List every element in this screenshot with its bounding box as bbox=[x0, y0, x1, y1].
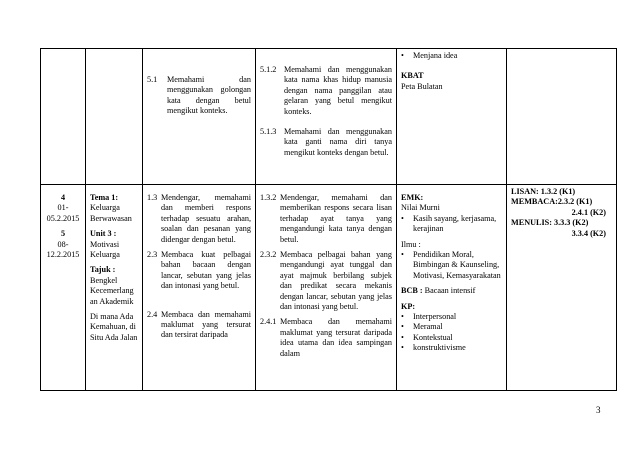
table-row bbox=[41, 49, 617, 185]
membaca-line: MEMBACA:2.3.2 (K1) bbox=[511, 197, 593, 207]
content-standard-cell bbox=[143, 185, 256, 391]
week-cell bbox=[41, 185, 86, 391]
standard-text: Memahami dan menggunakan kata ganti nama diri tanya mengikut konteks dengan betul. bbox=[284, 127, 392, 157]
standard-number: 2.4.1 bbox=[260, 317, 277, 327]
bullet-icon: • bbox=[401, 322, 404, 332]
content-standard-cell bbox=[143, 49, 256, 185]
week-number: 5 bbox=[60, 229, 66, 239]
theme-cell bbox=[86, 49, 143, 185]
standard-number: 5.1.3 bbox=[260, 127, 277, 137]
learning-standard-cell bbox=[256, 185, 397, 391]
ilmu-label: Ilmu : bbox=[401, 239, 421, 249]
list-item: • Kontekstual bbox=[401, 332, 453, 342]
unit-label: Unit 3 : bbox=[90, 229, 117, 239]
standard-number: 1.3.2 bbox=[260, 193, 277, 202]
list-item: • Meramal bbox=[401, 322, 443, 332]
bullet-icon: • bbox=[401, 332, 404, 342]
title-value: Bengkel Kecemerlang an Akademik bbox=[90, 275, 134, 306]
title-label: Tajuk : bbox=[90, 265, 116, 275]
notes-cell bbox=[397, 185, 507, 391]
menulis-line-2: 3.3.4 (K2) bbox=[571, 228, 606, 238]
unit-value: Motivasi Keluarga bbox=[90, 239, 120, 260]
theme-cell bbox=[86, 185, 143, 391]
theme-value: Keluarga Berwawasan bbox=[90, 203, 132, 223]
standard-text: Mendengar, memahami dan memberikan respons secara lisan terhadap ayat tanya yang mengandungi kata tanya dengan betul. bbox=[280, 193, 392, 244]
story-title: Di mana Ada Kemahuan, di Situ Ada Jalan bbox=[90, 312, 138, 342]
standard-number: 5.1.2 bbox=[260, 65, 277, 74]
bullet-icon: • bbox=[401, 51, 404, 60]
standard-text: Membaca kuat pelbagai bahan bacaan dengan lancar, sebutan yang jelas dan intonasi yang betul. bbox=[161, 250, 251, 291]
standard-text: Membaca dan memahami maklumat yang tersurat daripada idea utama dan idea sampingan dalam bbox=[280, 317, 392, 358]
emk-value: Nilai Murni bbox=[401, 203, 440, 213]
learning-standard-cell bbox=[256, 49, 397, 185]
standard-text: Membaca dan memahami maklumat yang tersurat dan tersirat daripada bbox=[161, 309, 251, 340]
lesson-plan-table bbox=[40, 48, 617, 391]
standard-text: Mendengar, memahami dan memberi respons terhadap sesuatu arahan, soalan dan pesanan yang didengar dengan betul. bbox=[161, 193, 251, 244]
list-item: • konstruktivisme bbox=[401, 343, 466, 353]
standard-number: 2.3 bbox=[147, 250, 158, 260]
standard-number: 1.3 bbox=[147, 193, 158, 202]
membaca-line-2: 2.4.1 (K2) bbox=[571, 207, 606, 217]
list-item: • Kasih sayang, kerjasama, kerajinan bbox=[401, 213, 497, 234]
kbat-value: Peta Bulatan bbox=[401, 81, 443, 91]
bcb-line: BCB : Bacaan intensif bbox=[401, 286, 476, 296]
page-number: 3 bbox=[596, 405, 601, 415]
standard-text: Memahami dan menggunakan kata nama khas hidup manusia dengan nama panggilan atau gelaran yang betul mengikut konteks. bbox=[284, 65, 392, 116]
week-date: 01-05.2.2015 bbox=[46, 203, 80, 223]
assessment-cell bbox=[507, 185, 617, 391]
list-item: • Pendidikan Moral, Bimbingan & Kaunseling, Motivasi, Kemasyarakatan bbox=[401, 250, 501, 280]
kp-label: KP: bbox=[401, 301, 416, 311]
bullet-icon: • bbox=[401, 213, 404, 223]
notes-cell bbox=[397, 49, 507, 185]
assessment-cell bbox=[507, 49, 617, 185]
lisan-line: LISAN: 1.3.2 (K1) bbox=[511, 187, 576, 196]
week-date: 08-12.2.2015 bbox=[46, 239, 80, 260]
week-cell bbox=[41, 49, 86, 185]
menulis-line: MENULIS: 3.3.3 (K2) bbox=[511, 218, 589, 228]
kbat-label: KBAT bbox=[401, 71, 424, 81]
list-item: • Interpersonal bbox=[401, 312, 457, 322]
standard-number: 5.1 bbox=[147, 75, 158, 84]
week-number: 4 bbox=[60, 193, 66, 202]
table-row bbox=[41, 185, 617, 391]
theme-label: Tema 1: bbox=[90, 193, 119, 202]
list-item: • Menjana idea bbox=[401, 51, 458, 60]
standard-text: Memahami dan menggunakan golongan kata dengan betul mengikut konteks. bbox=[167, 75, 251, 116]
emk-label: EMK: bbox=[401, 193, 424, 202]
standard-number: 2.3.2 bbox=[260, 250, 277, 260]
bullet-icon: • bbox=[401, 312, 404, 322]
standard-number: 2.4 bbox=[147, 309, 158, 319]
bullet-icon: • bbox=[401, 250, 404, 260]
standard-text: Membaca pelbagai bahan yang mengandungi ayat tunggal dan ayat majmuk berbilang subjek dan predikat secara mekanis dengan lancar, sebutan yang jelas dan intonasi yang betul. bbox=[280, 250, 392, 312]
bullet-icon: • bbox=[401, 343, 404, 353]
